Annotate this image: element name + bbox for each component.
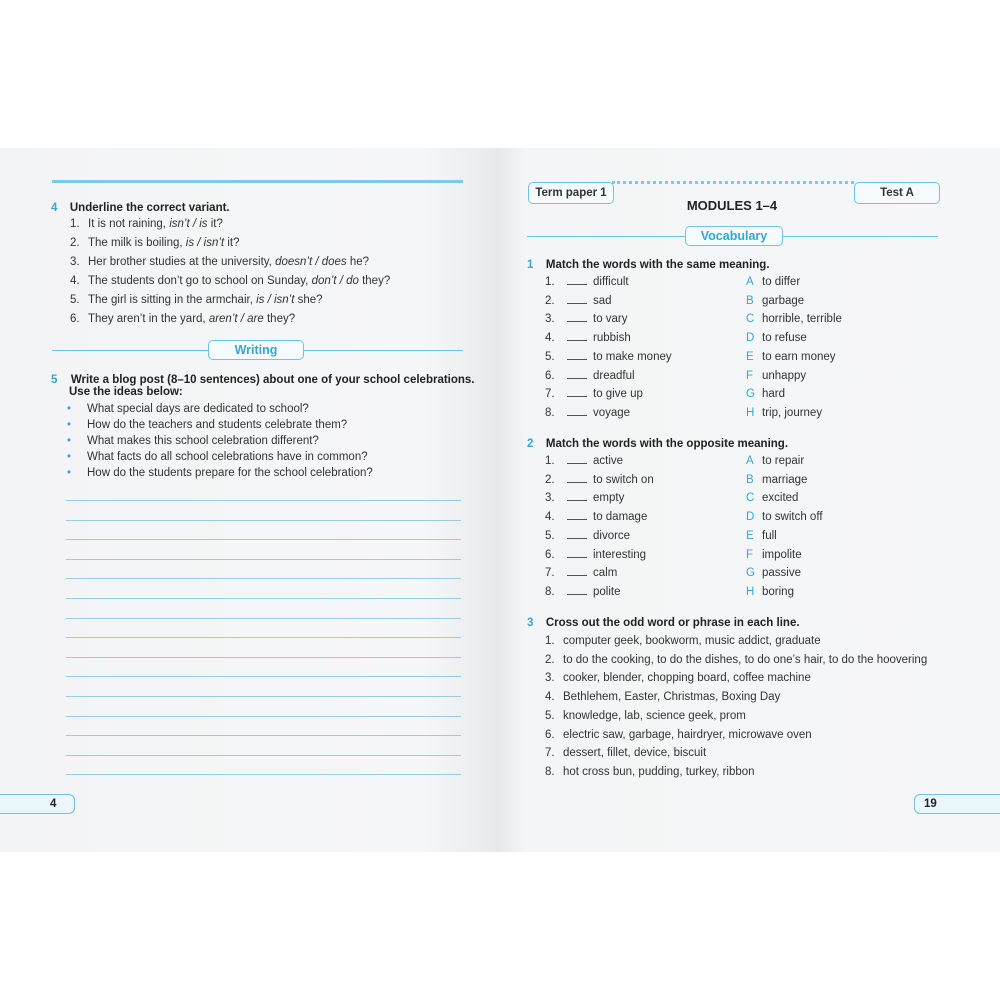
exercise-3-item[interactable] (545, 729, 812, 741)
writing-line[interactable] (66, 578, 461, 579)
writing-line[interactable] (66, 676, 461, 677)
writing-line[interactable] (66, 637, 461, 638)
match-left-item (545, 332, 631, 344)
top-rule-left (52, 180, 463, 183)
match-left-item (545, 530, 630, 542)
exercise-3-heading (527, 613, 800, 631)
writing-line[interactable] (66, 598, 461, 599)
writing-line[interactable] (66, 657, 461, 658)
option-text: garbage (762, 294, 805, 307)
item-number: 4. (545, 511, 555, 524)
exercise-4-heading (51, 198, 230, 216)
exercise-4-item (70, 294, 323, 306)
item-text: electric saw, garbage, hairdryer, microwave oven (563, 728, 812, 741)
writing-line[interactable] (66, 716, 461, 717)
item-number: 1. (545, 276, 555, 288)
exercise-4-item (70, 256, 369, 268)
vocab-divider-left (527, 236, 685, 237)
item-number: 3. (70, 256, 80, 268)
match-right-item (746, 549, 802, 561)
item-text: difficult (593, 276, 629, 288)
vocabulary-section-label: Vocabulary (685, 226, 783, 246)
exercise-title: Match the words with the same meaning. (545, 259, 770, 271)
item-text: It is not raining, (88, 218, 170, 230)
writing-divider-right (304, 350, 463, 351)
item-text: polite (593, 585, 621, 598)
item-number: 1. (70, 218, 80, 230)
bullet-text: How do the teachers and students celebrate them? (87, 419, 348, 431)
page-number-left: 4 (50, 798, 57, 810)
item-text: divorce (593, 529, 631, 542)
option-letter: A (746, 276, 754, 288)
option-text: boring (762, 585, 794, 598)
item-text: voyage (593, 406, 631, 419)
match-left-item (545, 511, 647, 523)
item-tail: she? (294, 294, 323, 306)
match-left-item (545, 567, 617, 579)
exercise-3-item[interactable] (545, 766, 755, 778)
header-dots (612, 181, 854, 184)
option-text: to differ (762, 276, 801, 288)
item-number: 3. (545, 492, 555, 505)
match-left-item (545, 586, 621, 598)
exercise-title: Underline the correct variant. (69, 202, 230, 214)
option-letter: B (746, 473, 754, 486)
exercise-4-item (70, 313, 295, 325)
item-number: 2. (70, 237, 80, 249)
item-text: The girl is sitting in the armchair, (88, 294, 257, 306)
match-left-item (545, 492, 624, 504)
item-options[interactable]: is / isn’t (185, 237, 225, 249)
exercise-4-item (70, 275, 390, 287)
option-text: to earn money (762, 350, 836, 363)
item-number: 6. (70, 313, 80, 325)
exercise-title-line1: Write a blog post (8–10 sentences) about one of your school celebrations. (70, 374, 475, 386)
writing-divider-left (52, 350, 208, 351)
item-number: 6. (545, 728, 555, 741)
option-text: hard (762, 388, 786, 401)
option-text: passive (762, 567, 801, 580)
answer-blank[interactable] (567, 557, 587, 558)
exercise-number: 5 (51, 374, 58, 386)
item-text: active (593, 455, 624, 467)
exercise-3-item[interactable] (545, 672, 811, 684)
match-left-item (545, 351, 672, 363)
item-text: calm (593, 567, 618, 580)
item-number: 4. (545, 691, 555, 704)
item-text: to give up (593, 388, 643, 401)
bullet-item (67, 435, 319, 447)
match-left-item (545, 388, 643, 400)
item-number: 4. (545, 332, 555, 345)
answer-blank[interactable] (567, 538, 587, 539)
item-text: to switch on (593, 473, 654, 486)
item-number: 6. (545, 548, 555, 561)
writing-line[interactable] (66, 618, 461, 619)
item-tail: it? (224, 237, 240, 249)
test-tab: Test A (854, 182, 940, 204)
item-text: dessert, fillet, device, biscuit (563, 747, 707, 760)
answer-blank[interactable] (567, 284, 587, 285)
writing-line[interactable] (66, 520, 461, 521)
exercise-title: Cross out the odd word or phrase in each line. (545, 617, 800, 629)
item-text: to vary (593, 313, 628, 326)
item-text: interesting (593, 548, 647, 561)
exercise-3-item[interactable] (545, 747, 706, 759)
item-text: computer geek, bookworm, music addict, graduate (563, 635, 821, 647)
writing-line[interactable] (66, 500, 461, 501)
item-number: 1. (545, 635, 555, 647)
match-right-item (746, 313, 842, 325)
option-text: to switch off (762, 511, 823, 524)
writing-line[interactable] (66, 774, 461, 775)
item-number: 8. (545, 585, 555, 598)
item-text: knowledge, lab, science geek, prom (563, 709, 746, 722)
page-number-tab-left (0, 794, 75, 814)
item-text: to do the cooking, to do the dishes, to do one’s hair, to do the hoovering (563, 653, 928, 666)
item-text: The milk is boiling, (88, 237, 186, 249)
match-left-item (545, 407, 630, 419)
option-letter: E (746, 350, 754, 363)
item-number: 5. (545, 529, 555, 542)
item-number: 2. (545, 294, 555, 307)
bullet-item (67, 451, 368, 463)
option-letter: E (746, 529, 754, 542)
match-right-item (746, 276, 800, 288)
item-number: 3. (545, 672, 555, 685)
option-letter: A (746, 455, 754, 467)
exercise-2-heading (527, 434, 788, 452)
item-options[interactable]: is / isn’t (256, 294, 295, 306)
item-number: 1. (545, 455, 555, 467)
bullet-item (67, 403, 309, 415)
exercise-title: Match the words with the opposite meaning. (545, 438, 789, 450)
option-text: unhappy (762, 369, 807, 382)
match-left-item (545, 474, 654, 486)
bullet-item (67, 467, 373, 479)
item-text: Her brother studies at the university, (88, 256, 276, 268)
item-options[interactable]: isn’t / is (169, 218, 208, 230)
bullet-dot: • (67, 467, 72, 479)
option-letter: B (746, 294, 754, 307)
option-letter: C (746, 313, 755, 326)
item-tail: they? (358, 275, 391, 287)
answer-blank[interactable] (567, 321, 587, 322)
item-number: 5. (70, 294, 80, 306)
exercise-number: 2 (527, 438, 534, 450)
item-tail: it? (207, 218, 223, 230)
item-text: dreadful (593, 369, 635, 382)
item-tail: they? (263, 313, 296, 325)
item-number: 4. (70, 275, 80, 287)
match-left-item (545, 370, 635, 382)
match-right-item (746, 530, 777, 542)
match-right-item (746, 586, 794, 598)
item-options[interactable]: aren’t / are (208, 313, 264, 325)
page-number-right: 19 (924, 798, 937, 810)
writing-section-label: Writing (208, 340, 304, 360)
option-letter: C (746, 492, 755, 505)
exercise-number: 3 (527, 617, 534, 629)
writing-line[interactable] (66, 539, 461, 540)
match-right-item (746, 511, 823, 523)
bullet-dot: • (67, 451, 72, 463)
match-left-item (545, 276, 629, 288)
item-number: 6. (545, 369, 555, 382)
item-text: sad (593, 294, 612, 307)
term-paper-tab: Term paper 1 (528, 182, 614, 204)
exercise-3-item[interactable] (545, 710, 746, 722)
option-letter: G (746, 388, 755, 401)
modules-title: MODULES 1–4 (686, 198, 778, 213)
option-letter: D (746, 332, 755, 345)
option-letter: F (746, 548, 754, 561)
answer-blank[interactable] (567, 594, 587, 595)
item-options[interactable]: don’t / do (311, 275, 359, 287)
bullet-text: What facts do all school celebrations have in common? (87, 451, 368, 463)
match-left-item (545, 295, 612, 307)
item-number: 7. (545, 388, 555, 401)
exercise-4-item (70, 237, 239, 249)
option-letter: H (746, 585, 755, 598)
writing-line[interactable] (66, 559, 461, 560)
option-text: marriage (762, 473, 808, 486)
bullet-item (67, 419, 347, 431)
writing-line[interactable] (66, 696, 461, 697)
item-number: 2. (545, 473, 555, 486)
option-text: to refuse (762, 332, 807, 345)
option-text: horrible, terrible (762, 313, 842, 326)
item-text: cooker, blender, chopping board, coffee machine (563, 672, 811, 685)
exercise-number: 1 (527, 259, 534, 271)
bullet-text: What makes this school celebration different? (87, 435, 319, 447)
option-text: full (762, 529, 777, 542)
answer-blank[interactable] (567, 340, 587, 341)
exercise-3-item[interactable] (545, 635, 821, 647)
match-right-item (746, 567, 801, 579)
option-text: to repair (762, 455, 805, 467)
answer-blank[interactable] (567, 482, 587, 483)
bullet-dot: • (67, 403, 72, 415)
vocab-divider-right (783, 236, 938, 237)
match-left-item (545, 549, 646, 561)
exercise-3-item[interactable] (545, 691, 780, 703)
item-text: rubbish (593, 332, 631, 345)
item-number: 5. (545, 350, 555, 363)
match-right-item (746, 388, 785, 400)
answer-blank[interactable] (567, 378, 587, 379)
match-right-item (746, 407, 822, 419)
match-right-item (746, 474, 807, 486)
item-text: hot cross bun, pudding, turkey, ribbon (563, 765, 755, 778)
option-text: impolite (762, 548, 802, 561)
writing-line[interactable] (66, 755, 461, 756)
writing-line[interactable] (66, 735, 461, 736)
bullet-text: What special days are dedicated to school? (87, 403, 309, 415)
answer-blank[interactable] (567, 463, 587, 464)
item-number: 8. (545, 406, 555, 419)
item-options[interactable]: doesn’t / does (275, 256, 347, 268)
answer-blank[interactable] (567, 500, 587, 501)
bullet-dot: • (67, 419, 72, 431)
match-right-item (746, 351, 836, 363)
bullet-dot: • (67, 435, 72, 447)
option-text: trip, journey (762, 406, 823, 419)
option-letter: H (746, 406, 755, 419)
option-text: excited (762, 492, 799, 505)
match-left-item (545, 313, 628, 325)
exercise-4-item (70, 218, 223, 230)
exercise-1-heading (527, 255, 770, 273)
item-number: 8. (545, 765, 555, 778)
item-number: 7. (545, 747, 555, 760)
exercise-title-line2: Use the ideas below: (69, 386, 183, 398)
match-left-item (545, 455, 623, 467)
answer-blank[interactable] (567, 519, 587, 520)
item-tail: he? (346, 256, 370, 268)
match-right-item (746, 332, 807, 344)
item-number: 5. (545, 709, 555, 722)
answer-blank[interactable] (567, 396, 587, 397)
item-text: The students don’t go to school on Sunday, (88, 275, 312, 287)
exercise-number: 4 (51, 202, 58, 214)
bullet-text: How do the students prepare for the school celebration? (87, 467, 373, 479)
answer-blank[interactable] (567, 359, 587, 360)
item-text: empty (593, 492, 625, 505)
answer-blank[interactable] (567, 415, 587, 416)
match-right-item (746, 295, 804, 307)
match-right-item (746, 455, 804, 467)
match-right-item (746, 492, 798, 504)
answer-blank[interactable] (567, 575, 587, 576)
match-right-item (746, 370, 806, 382)
option-letter: G (746, 567, 755, 580)
option-letter: D (746, 511, 755, 524)
item-text: to make money (593, 350, 672, 363)
exercise-3-item[interactable] (545, 654, 927, 666)
item-text: They aren’t in the yard, (88, 313, 209, 325)
item-number: 3. (545, 313, 555, 326)
item-text: Bethlehem, Easter, Christmas, Boxing Day (563, 691, 781, 704)
item-number: 2. (545, 653, 555, 666)
answer-blank[interactable] (567, 303, 587, 304)
item-text: to damage (593, 511, 648, 524)
item-number: 7. (545, 567, 555, 580)
option-letter: F (746, 369, 754, 382)
